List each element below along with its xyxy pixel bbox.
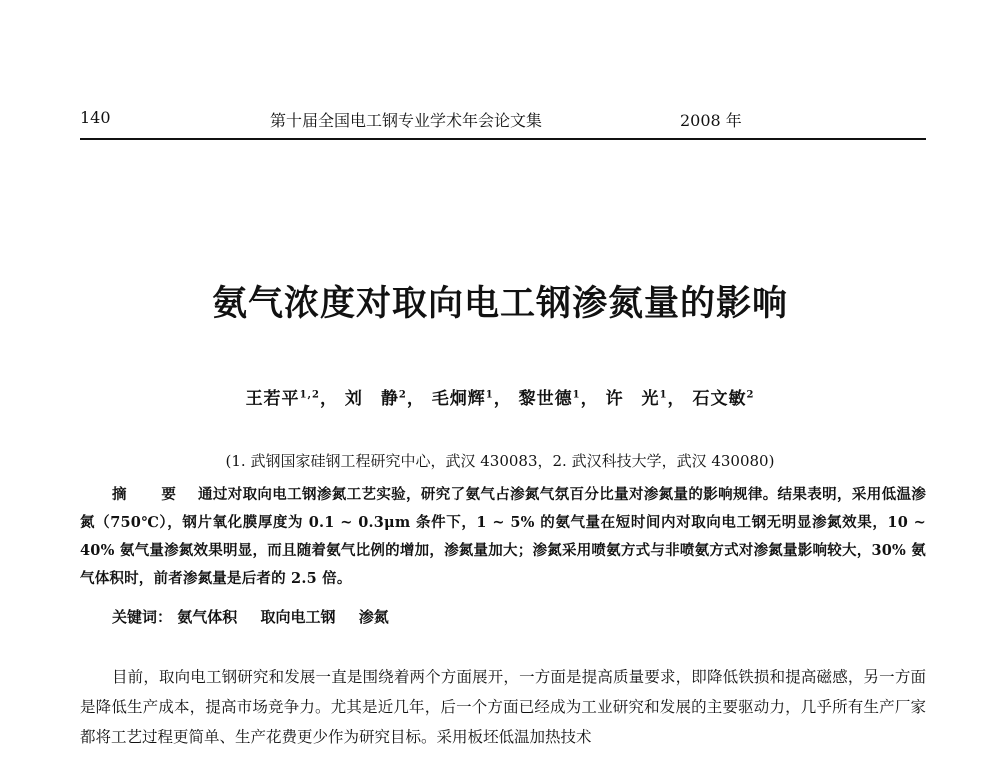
keywords bbox=[112, 606, 407, 627]
abstract-text: 通过对取向电工钢渗氮工艺实验，研究了氨气占渗氮气氛百分比量对渗氮量的影响规律。结果表明，采用低温渗氮（750℃），钢片氧化膜厚度为 0.1 ~ 0.3μm 条件下，1 ~ 5% 的氨气量在短时间内对取向电工钢无明显渗氮效果，10 ~ 40% 氨气量渗氮效果明显，而且随着氨气比例的增加，渗氮量加大；渗氮采用喷氨方式与非喷氨方式对渗氮量影响较大，30% 氨气体积时，前者渗氮量是后者的 2.5 倍。 bbox=[80, 486, 927, 587]
author-separator: ， bbox=[580, 389, 599, 409]
author: 黎世德$^1$ bbox=[518, 389, 581, 409]
header-year: 2008 年 bbox=[680, 111, 742, 130]
author-separator: ， bbox=[406, 389, 425, 409]
header-rule bbox=[80, 138, 926, 140]
author: 毛炯辉$^1$ bbox=[431, 389, 494, 409]
keyword: 取向电工钢 bbox=[260, 608, 336, 626]
abstract-label: 摘 要 bbox=[112, 486, 186, 503]
proceedings-title: 第十届全国电工钢专业学术年会论文集 bbox=[270, 111, 543, 130]
paper-title: 氨气浓度对取向电工钢渗氮量的影响 bbox=[211, 283, 788, 324]
running-header bbox=[80, 108, 926, 142]
author: 许 光$^1$ bbox=[605, 389, 668, 409]
author-separator: ， bbox=[319, 389, 338, 409]
affiliations: (1. 武钢国家硅钢工程研究中心，武汉 430083，2. 武汉科技大学，武汉 430080) bbox=[225, 452, 775, 470]
keywords-label: 关键词： bbox=[112, 608, 173, 626]
author-separator: ， bbox=[493, 389, 512, 409]
author-list bbox=[0, 384, 1000, 409]
author: 石文敏$^2$ bbox=[692, 389, 755, 409]
abstract bbox=[80, 481, 926, 593]
keyword: 氨气体积 bbox=[177, 608, 238, 626]
author-separator: ， bbox=[667, 389, 686, 409]
keyword: 渗氮 bbox=[358, 608, 389, 626]
page-number: 140 bbox=[80, 108, 111, 127]
author: 刘 静$^2$ bbox=[344, 389, 407, 409]
author: 王若平$^{1,2}$ bbox=[245, 389, 320, 409]
intro-paragraph: 目前，取向电工钢研究和发展一直是围绕着两个方面展开，一方面是提高质量要求，即降低铁损和提高磁感，另一方面是降低生产成本，提高市场竞争力。尤其是近几年，后一个方面已经成为工业研究和发展的主要驱动力，几乎所有生产厂家都将工艺过程更简单、生产花费更少作为研究目标。采用板坯低温加热技术 bbox=[80, 668, 926, 746]
